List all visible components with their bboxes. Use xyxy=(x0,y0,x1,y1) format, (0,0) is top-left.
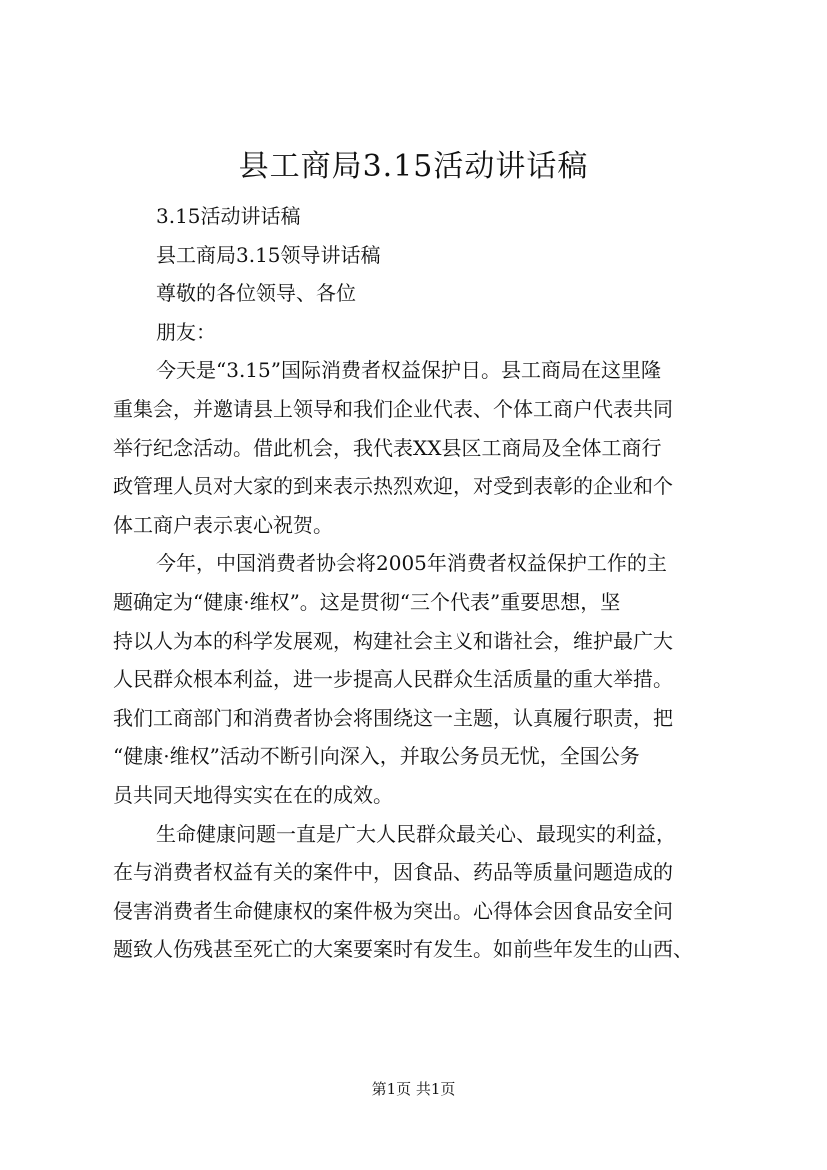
body-line: 题确定为“健康·维权”。这是贯彻“三个代表”重要思想，坚 xyxy=(113,589,621,614)
body-line: 县工商局3.15领导讲话稿 xyxy=(156,242,381,267)
document-title: 县工商局3.15活动讲话稿 xyxy=(238,149,589,184)
body-line: 重集会，并邀请县上领导和我们企业代表、个体工商户代表共同 xyxy=(113,396,673,421)
body-line: 体工商户表示衷心祝贺。 xyxy=(113,512,333,537)
body-line: 今天是“3.15”国际消费者权益保护日。县工商局在这里隆 xyxy=(156,358,661,383)
body-line: 员共同天地得实实在在的成效。 xyxy=(113,782,393,807)
body-line: 尊敬的各位领导、各位 xyxy=(156,281,356,306)
body-line: 生命健康问题一直是广大人民群众最关心、最现实的利益， xyxy=(156,821,676,846)
body-line: 在与消费者权益有关的案件中，因食品、药品等质量问题造成的 xyxy=(113,860,673,885)
body-line: 今年，中国消费者协会将2005年消费者权益保护工作的主 xyxy=(156,551,667,576)
body-line: 举行纪念活动。借此机会，我代表XX县区工商局及全体工商行 xyxy=(113,435,662,460)
body-line: 持以人为本的科学发展观，构建社会主义和谐社会，维护最广大 xyxy=(113,628,673,653)
body-line: 侵害消费者生命健康权的案件极为突出。心得体会因食品安全问 xyxy=(113,898,673,923)
body-line: 题致人伤残甚至死亡的大案要案时有发生。如前些年发生的山西、 xyxy=(113,937,693,962)
body-line: “健康·维权”活动不断引向深入，并取公务员无忧，全国公务 xyxy=(113,744,640,769)
page-footer: 第1页 共1页 xyxy=(371,1080,456,1098)
body-line: 我们工商部门和消费者协会将围绕这一主题，认真履行职责，把 xyxy=(113,705,673,730)
body-line: 3.15活动讲话稿 xyxy=(156,204,301,228)
document-body xyxy=(113,197,719,969)
body-line: 政管理人员对大家的到来表示热烈欢迎，对受到表彰的企业和个 xyxy=(113,474,673,499)
body-line: 朋友： xyxy=(156,319,216,344)
body-line: 人民群众根本利益，进一步提高人民群众生活质量的重大举措。 xyxy=(113,667,673,692)
